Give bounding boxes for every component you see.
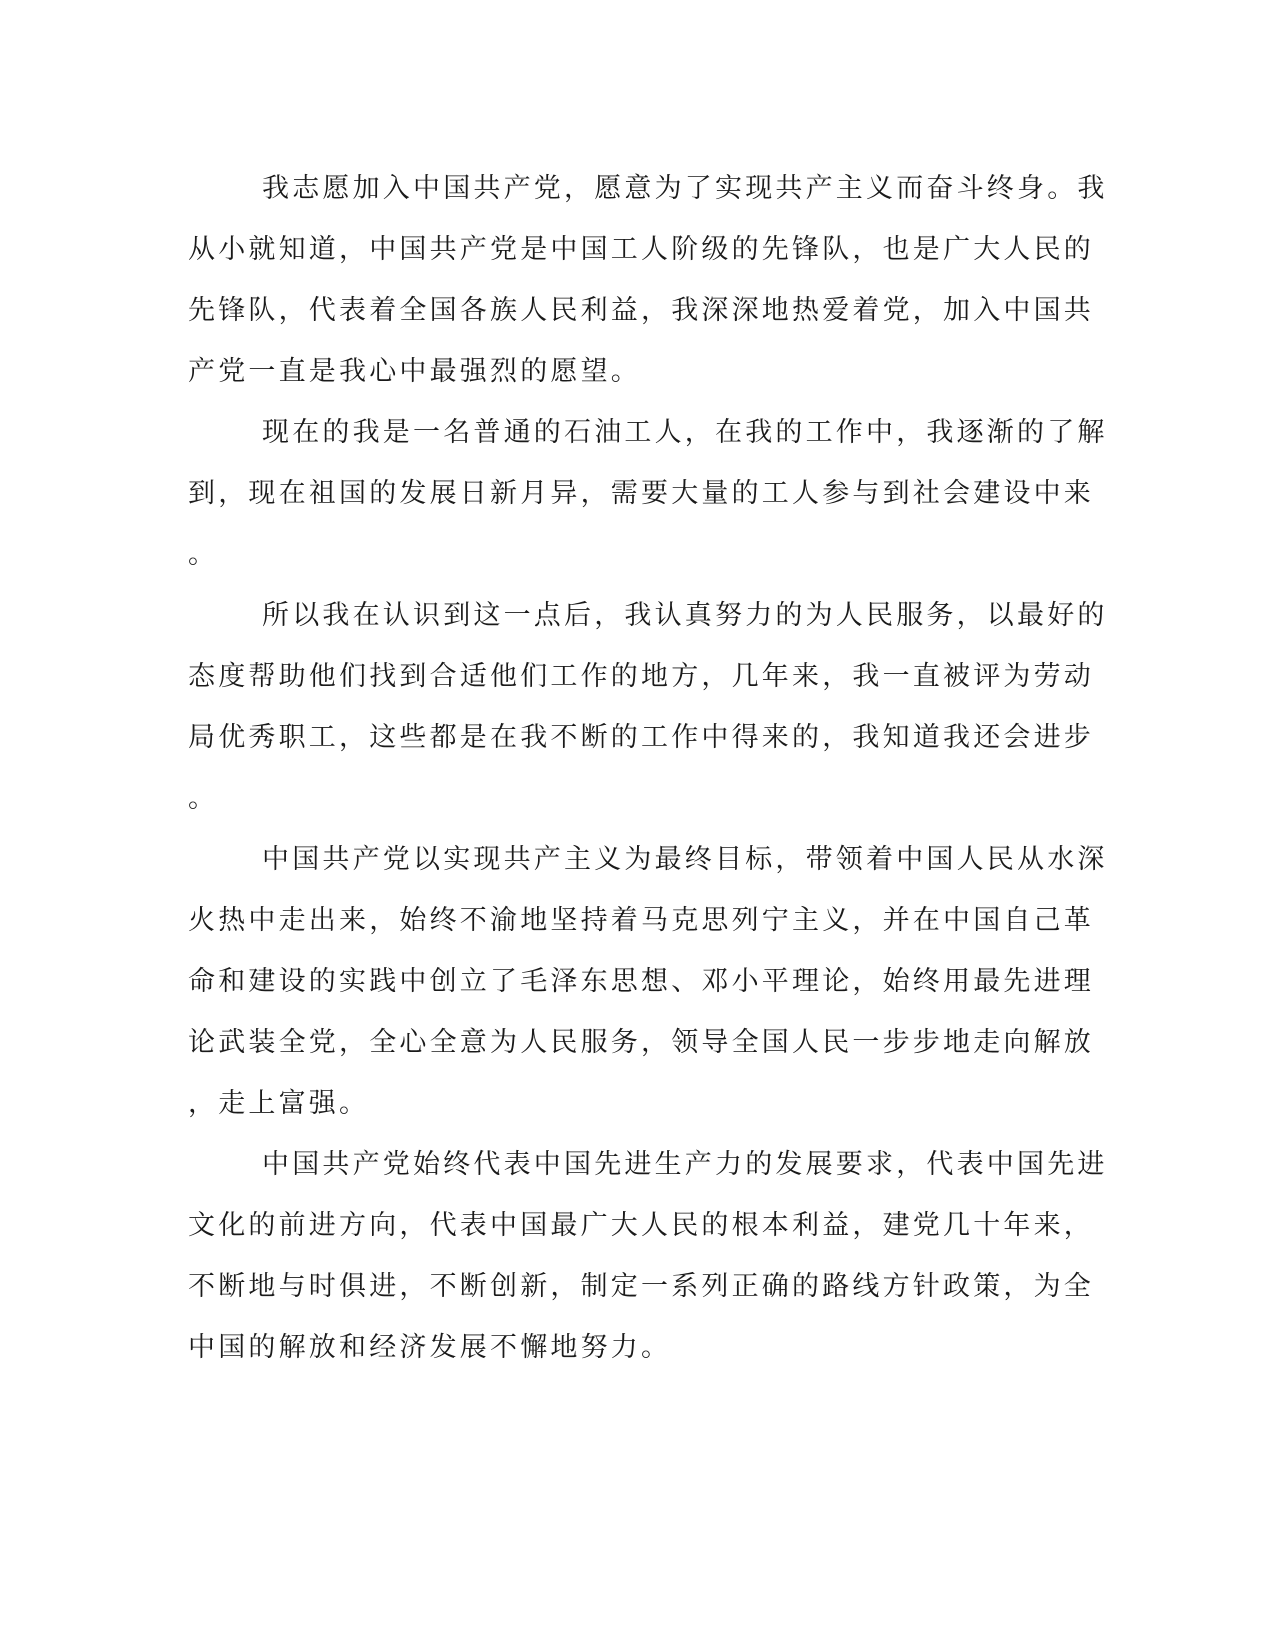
text-line: 。 <box>188 539 219 570</box>
text-line: 中国的解放和经济发展不懈地努力。 <box>188 1332 672 1363</box>
text-line: 命和建设的实践中创立了毛泽东思想、邓小平理论，始终用最先进理 <box>188 966 1094 997</box>
text-line: 火热中走出来，始终不渝地坚持着马克思列宁主义，并在中国自己革 <box>188 905 1094 936</box>
text-line: 态度帮助他们找到合适他们工作的地方，几年来，我一直被评为劳动 <box>188 661 1094 692</box>
text-line: 中国共产党始终代表中国先进生产力的发展要求，代表中国先进 <box>262 1149 1108 1180</box>
text-line: 先锋队，代表着全国各族人民利益，我深深地热爱着党，加入中国共 <box>188 295 1094 326</box>
text-line: 论武装全党，全心全意为人民服务，领导全国人民一步步地走向解放 <box>188 1027 1094 1058</box>
document-body <box>188 158 1108 1378</box>
text-line: ，走上富强。 <box>188 1088 370 1119</box>
text-line: 不断地与时俱进，不断创新，制定一系列正确的路线方针政策，为全 <box>188 1271 1094 1302</box>
text-line: 到，现在祖国的发展日新月异，需要大量的工人参与到社会建设中来 <box>188 478 1094 509</box>
text-line: 中国共产党以实现共产主义为最终目标，带领着中国人民从水深 <box>262 844 1108 875</box>
paragraph-1 <box>188 158 1108 402</box>
paragraph-5 <box>188 1134 1108 1378</box>
text-line: 文化的前进方向，代表中国最广大人民的根本利益，建党几十年来， <box>188 1210 1094 1241</box>
text-line: 我志愿加入中国共产党，愿意为了实现共产主义而奋斗终身。我 <box>262 173 1108 204</box>
text-line: 局优秀职工，这些都是在我不断的工作中得来的，我知道我还会进步 <box>188 722 1094 753</box>
text-line: 所以我在认识到这一点后，我认真努力的为人民服务，以最好的 <box>262 600 1108 631</box>
paragraph-3 <box>188 585 1108 829</box>
text-line: 从小就知道，中国共产党是中国工人阶级的先锋队，也是广大人民的 <box>188 234 1094 265</box>
text-line: 现在的我是一名普通的石油工人，在我的工作中，我逐渐的了解 <box>262 417 1108 448</box>
paragraph-4 <box>188 829 1108 1134</box>
paragraph-2 <box>188 402 1108 585</box>
text-line: 产党一直是我心中最强烈的愿望。 <box>188 356 641 387</box>
text-line: 。 <box>188 783 219 814</box>
